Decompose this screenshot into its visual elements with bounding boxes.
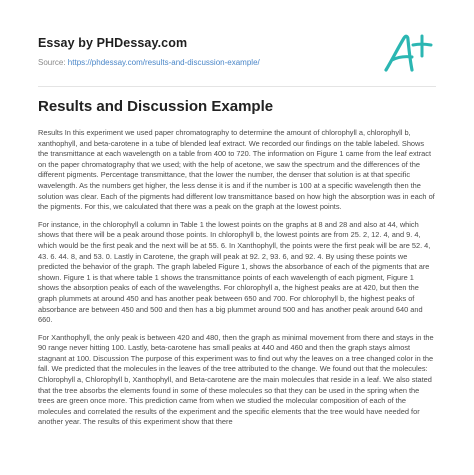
- source-line: [38, 58, 260, 67]
- brand-title: Essay by PHDessay.com: [38, 36, 188, 50]
- a-plus-logo-icon: [378, 30, 436, 74]
- header-divider: [38, 86, 436, 87]
- source-label: Source:: [38, 58, 68, 67]
- paragraph-2: For instance, in the chlorophyll a column in Table 1 the lowest points on the graphs at 8 and 28 and also at 44, which shows that there will be a peak around those points. In chlorophyll b, the lowest points are from 25. 2, 12. 4, and 9. 4, which would be the first peak and the next will be at 55. 6. In Xanthophyll, the points were the first peak will be are 52. 4, 43. 6. 44. 8, and 53. 0. Lastly in Carotene, the graph will peak at 92. 2, 93. 6, and 92. 4. By using these points we predicted the behavior of the graph. The graph labeled Figure 1, shows the absorbance of each of the pigments that are shown. Figure 1 is that where table 1 shows the transmittance points of each wavelength of each pigment, Figure 1 shows the absorption peaks of each of the wavelengths. For chlorophyll a, the highest peaks are at 420, but then the graph plummets at around 450 and has another peak between 650 and 700. For chlorophyll b, the highest peaks of absorbance are between 450 and 500 and then has a big plummet around 500 and has another peak around 640 and 660.: [38, 219, 431, 325]
- paragraph-1: Results In this experiment we used paper chromatography to determine the amount of chlorophyll a, chlorophyll b, xanthophyll, and beta-carotene in a tube of blended leaf extract. We recorded our findings on the table labeled. Shows the transmittance at each wavelength on a table from 400 to 720. The information on Figure 1 came from the leaf extract on the paper chromatography that we used; with the help of acetone, we saw the spectrum and the differences of the different pigments. Percentage transmittance, that the lower the number, the denser that solution is at that specific wavelength. As the numbers get higher, the less dense it is and if the number is 100 at a specific wavelength then the solution was clear. Each of the pigments had different low transmittance based on how high the absorption was in each of the pigments. For this, we calculated that there was a peak on the graph at the lowest points.: [38, 128, 435, 212]
- paragraph-3: For Xanthophyll, the only peak is between 420 and 480, then the graph as minimal movement from there and stays in the 90 range never hitting 100. Lastly, beta-carotene has small peaks at 440 and 460 and then the graph stays almost stagnant at 100. Discussion The purpose of this experiment was to find out why the leaves on a tree changed color in the fall. We predicted that the molecules in the leaves of the tree attributed to the change. We found out that the molecules: Chlorophyll a, Chlorophyll b, Xanthophyll, and Beta-carotene are the main molecules that reside in a leaf. We also stated that the tree absorbs the elements found in some of these molecules so that they can be used in the spring when the trees are green once more. This prediction came from when we studied the molecular composition of each of the molecules and correlated the results of the experiment and the specific elements that the tree would have needed for another year. The results of this experiment show that there: [38, 332, 434, 427]
- article-body: [38, 128, 436, 435]
- article-title: Results and Discussion Example: [38, 98, 274, 115]
- source-link[interactable]: https://phdessay.com/results-and-discussion-example/: [67, 58, 260, 67]
